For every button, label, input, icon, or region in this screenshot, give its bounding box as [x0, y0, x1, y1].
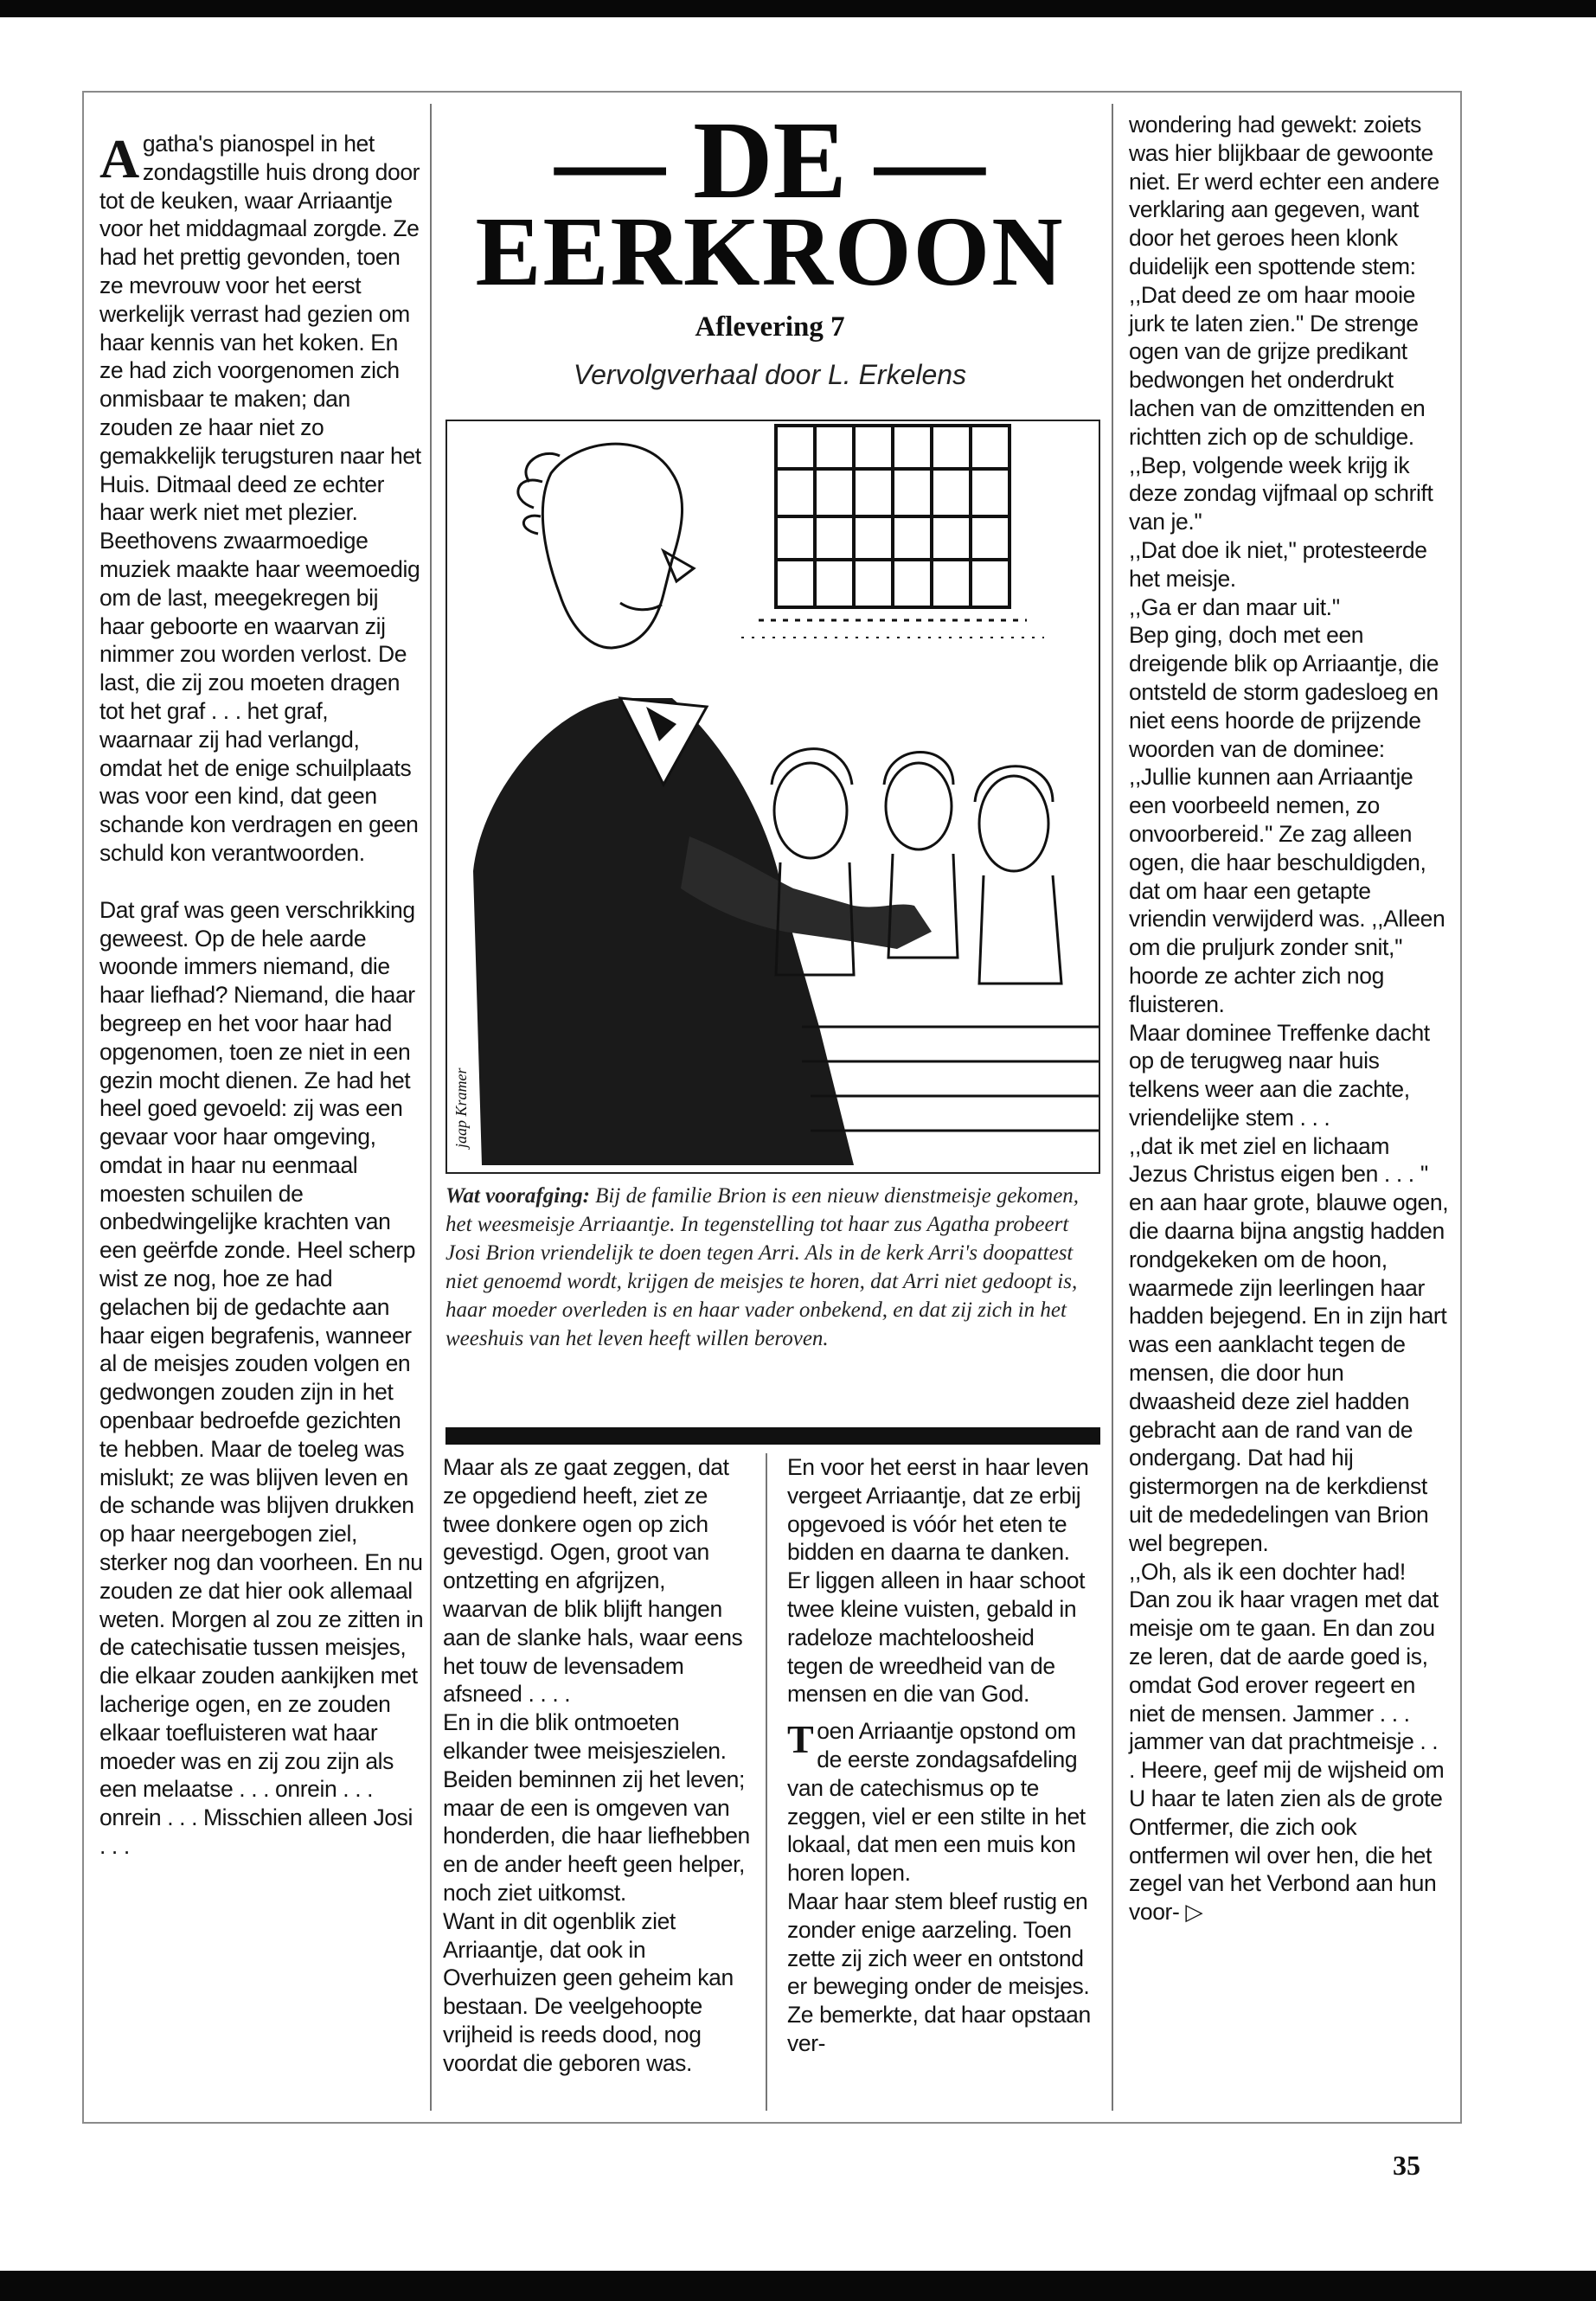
- col2-paragraph-5: Bep ging, doch met een dreigende blik op Arriaantje, die ontsteld de storm gadesloeg en niet eens hoorde de prijzende woorden van de dominee: ,,Jullie kunnen aan Arriaantje een voorbeeld nemen, zo onvoorbereid.'' Ze zag alleen ogen, die haar beschuldigden, dat om haar een getapte vriendin verwijderd was. ,,Alleen om die pruljurk zonder snit,'' hoorde ze achter zich nog fluisteren.: [1129, 622, 1445, 1017]
- col2-paragraph-1: wondering had gewekt: zoiets was hier blijkbaar de gewoonte niet. Er werd echter een andere verklaring aan gegeven, want door het geroes heen klonk duidelijk een spottende stem:: [1129, 112, 1439, 279]
- title-line-1: — DE —: [554, 99, 985, 221]
- col2-paragraph-4: ,,Ga er dan maar uit.'': [1129, 593, 1340, 620]
- girls-figures: [772, 749, 1061, 984]
- col3-paragraph-1: Maar als ze gaat zeggen, dat ze opgediend heeft, ziet ze twee donkere ogen op zich gevestigd. Ogen, groot van ontzetting en afgrijzen, waarvan de blik blijft hangen aan de slanke hals, waar eens het touw de levensadem afsneed . . . .: [443, 1454, 743, 1708]
- scan-bottom-edge: [0, 2271, 1596, 2301]
- column-3: [443, 1453, 754, 2078]
- column-rule-3: [766, 1453, 767, 2111]
- col4-paragraph-2: oen Arriaantje opstond om de eerste zondagsafdeling van de catechismus op te zeggen, viel er een stilte in het lokaal, dat men een muis kon horen lopen.: [787, 1718, 1086, 1887]
- separator-bar: [445, 1427, 1100, 1445]
- col2-paragraph-6: Maar dominee Treffenke dacht op de terugweg naar huis telkens weer aan die zachte, vriendelijke stem . . .: [1129, 1019, 1430, 1131]
- column-rule-1: [430, 104, 432, 2111]
- col3-paragraph-3: Want in dit ogenblik ziet Arriaantje, dat ook in Overhuizen geen geheim kan bestaan. De veelgehoopte vrijheid is reeds dood, nog voordat die geboren was.: [443, 1907, 734, 2076]
- synopsis-text: Bij de familie Brion is een nieuw dienstmeisje gekomen, het weesmeisje Arriaantje. In tegenstelling tot haar zus Agatha probeert Josi Brion vriendelijk te doen tegen Arri. Als in de kerk Arri's doopattest niet genoemd wordt, krijgen de meisjes te horen, dat Arri niet gedoopt is, haar moeder overleden is en haar vader onbekend, en dat zij zich in het weeshuis van het leven heeft willen beroven.: [445, 1184, 1080, 1350]
- dropcap-a: A: [99, 128, 139, 189]
- col4-paragraph-3: Maar haar stem bleef rustig en zonder enige aarzeling. Toen zette zij zich weer en ontstond er beweging onder de meisjes. Ze bemerkte, dat haar opstaan ver-: [787, 1888, 1091, 2056]
- col2-paragraph-2: ,,Dat deed ze om haar mooie jurk te laten zien.'' De strenge ogen van de grijze predikant bedwongen het onderdrukt lachen van de omzittenden en richtten zich op de schuldige. ,,Bep, volgende week krijg ik deze zondag vijfmaal op schrift van je.'': [1129, 281, 1433, 535]
- page-number: 35: [1393, 2150, 1420, 2181]
- preacher-figure: [518, 444, 694, 648]
- pulpit: [802, 1027, 1099, 1131]
- column-2: [1129, 111, 1449, 1926]
- artist-signature: jaap Kramer: [452, 1067, 470, 1148]
- col4-paragraph-1: En voor het eerst in haar leven vergeet Arriaantje, dat ze erbij opgevoed is vóór het eten te bidden en daarna te danken. Er liggen alleen in haar schoot twee kleine vuisten, gebald in radeloze machteloosheid tegen de wreedheid van de mensen en die van God.: [787, 1454, 1089, 1708]
- col1-paragraph-2: Dat graf was geen verschrikking geweest. Op de hele aarde woonde immers niemand, die haar liefhad? Niemand, die haar begreep en het voor haar had opgenomen, toen ze niet in een gezin mocht dienen. Ze had het heel goed gevoeld: zij was een gevaar voor haar omgeving, omdat in haar nu eenmaal moesten schuilen de onbedwingelijke krachten van een geërfde zonde. Heel scherp wist ze nog, hoe ze had gelachen bij de gedachte aan haar eigen begrafenis, wanneer al de meisjes zouden volgen en gedwongen zouden zijn in het openbaar bedroefde gezichten te hebben. Maar de toeleg was mislukt; ze was blijven leven en de schande was blijven drukken op haar neergebogen ziel, sterker nog dan voorheen. En nu zouden ze dat hier ook allemaal weten. Morgen al zou ze zitten in de catechisatie tussen meisjes, die elkaar zouden aankijken met lacherige ogen, en ze zouden elkaar toefluisteren wat haar moeder was en zij zou zijn als een melaatse . . . onrein . . . onrein . . . Misschien alleen Josi . . .: [99, 896, 424, 1860]
- col3-paragraph-2: En in die blik ontmoeten elkander twee meisjeszielen. Beiden beminnen zij het leven; maar de een is omgeven van honderden, die haar liefhebben en de ander heeft geen helper, noch ziet uitkomst.: [443, 1709, 750, 1906]
- illustration-drawing: [447, 421, 1099, 1172]
- column-4: [787, 1453, 1094, 2058]
- title-line-2: EERKROON: [475, 196, 1065, 306]
- column-1: [99, 130, 424, 1861]
- col2-paragraph-7: ,,dat ik met ziel en lichaam Jezus Christus eigen ben . . . '' en aan haar grote, blauwe ogen, die daarna bijna angstig hadden rondgekeken om de hoon, waarmede zijn leerlingen haar hadden bejegend. En in zijn hart was een aanklacht tegen de mensen, die door hun dwaasheid deze ziel hadden gebracht aan de rand van de ondergang. Dat had hij gistermorgen na de kerkdienst uit de mededelingen van Brion wel begrepen.: [1129, 1132, 1449, 1556]
- synopsis-label: Wat voorafging:: [445, 1184, 590, 1208]
- col2-paragraph-3: ,,Dat doe ik niet,'' protesteerde het meisje.: [1129, 536, 1427, 592]
- story-illustration: [445, 420, 1100, 1174]
- byline: Vervolgverhaal door L. Erkelens: [573, 359, 967, 390]
- synopsis: [445, 1182, 1100, 1353]
- col2-paragraph-8: ,,Oh, als ik een dochter had! Dan zou ik haar vragen met dat meisje om te gaan. En dan zou ze leren, dat de aarde goed is, omdat God erover regeert en niet de mensen. Jammer . . . jammer van dat prachtmeisje . . . Heere, geef mij de wijsheid om U haar te laten zien als de grote Ontfermer, die zich ook ontfermen wil over hen, die het zegel van het Verbond aan hun voor- ▷: [1129, 1558, 1445, 1926]
- episode-label: Aflevering 7: [695, 311, 845, 343]
- window-illustration: [741, 426, 1044, 638]
- dropcap-t: T: [787, 1717, 814, 1762]
- scan-top-edge: [0, 0, 1596, 17]
- column-rule-2: [1112, 104, 1113, 2111]
- col1-paragraph-1: gatha's pianospel in het zondagstille huis drong door tot de keuken, waar Arriaantje voor het middagmaal zorgde. Ze had het prettig gevonden, toen ze mevrouw voor het eerst werkelijk verrast had gezien om haar kennis van het koken. En ze had zich voorgenomen zich onmisbaar te maken; dan zouden ze haar niet zo gemakkelijk terugsturen naar het Huis. Ditmaal deed ze echter haar werk niet met plezier. Beethovens zwaarmoedige muziek maakte haar weemoedig om de last, meegekregen bij haar geboorte en waarvan zij nimmer zou worden verlost. De last, die zij zou moeten dragen tot het graf . . . het graf, waarnaar zij had verlangd, omdat het de enige schuilplaats was voor een kind, dat geen schande kon verdragen en geen schuld kon verantwoorden.: [99, 131, 421, 866]
